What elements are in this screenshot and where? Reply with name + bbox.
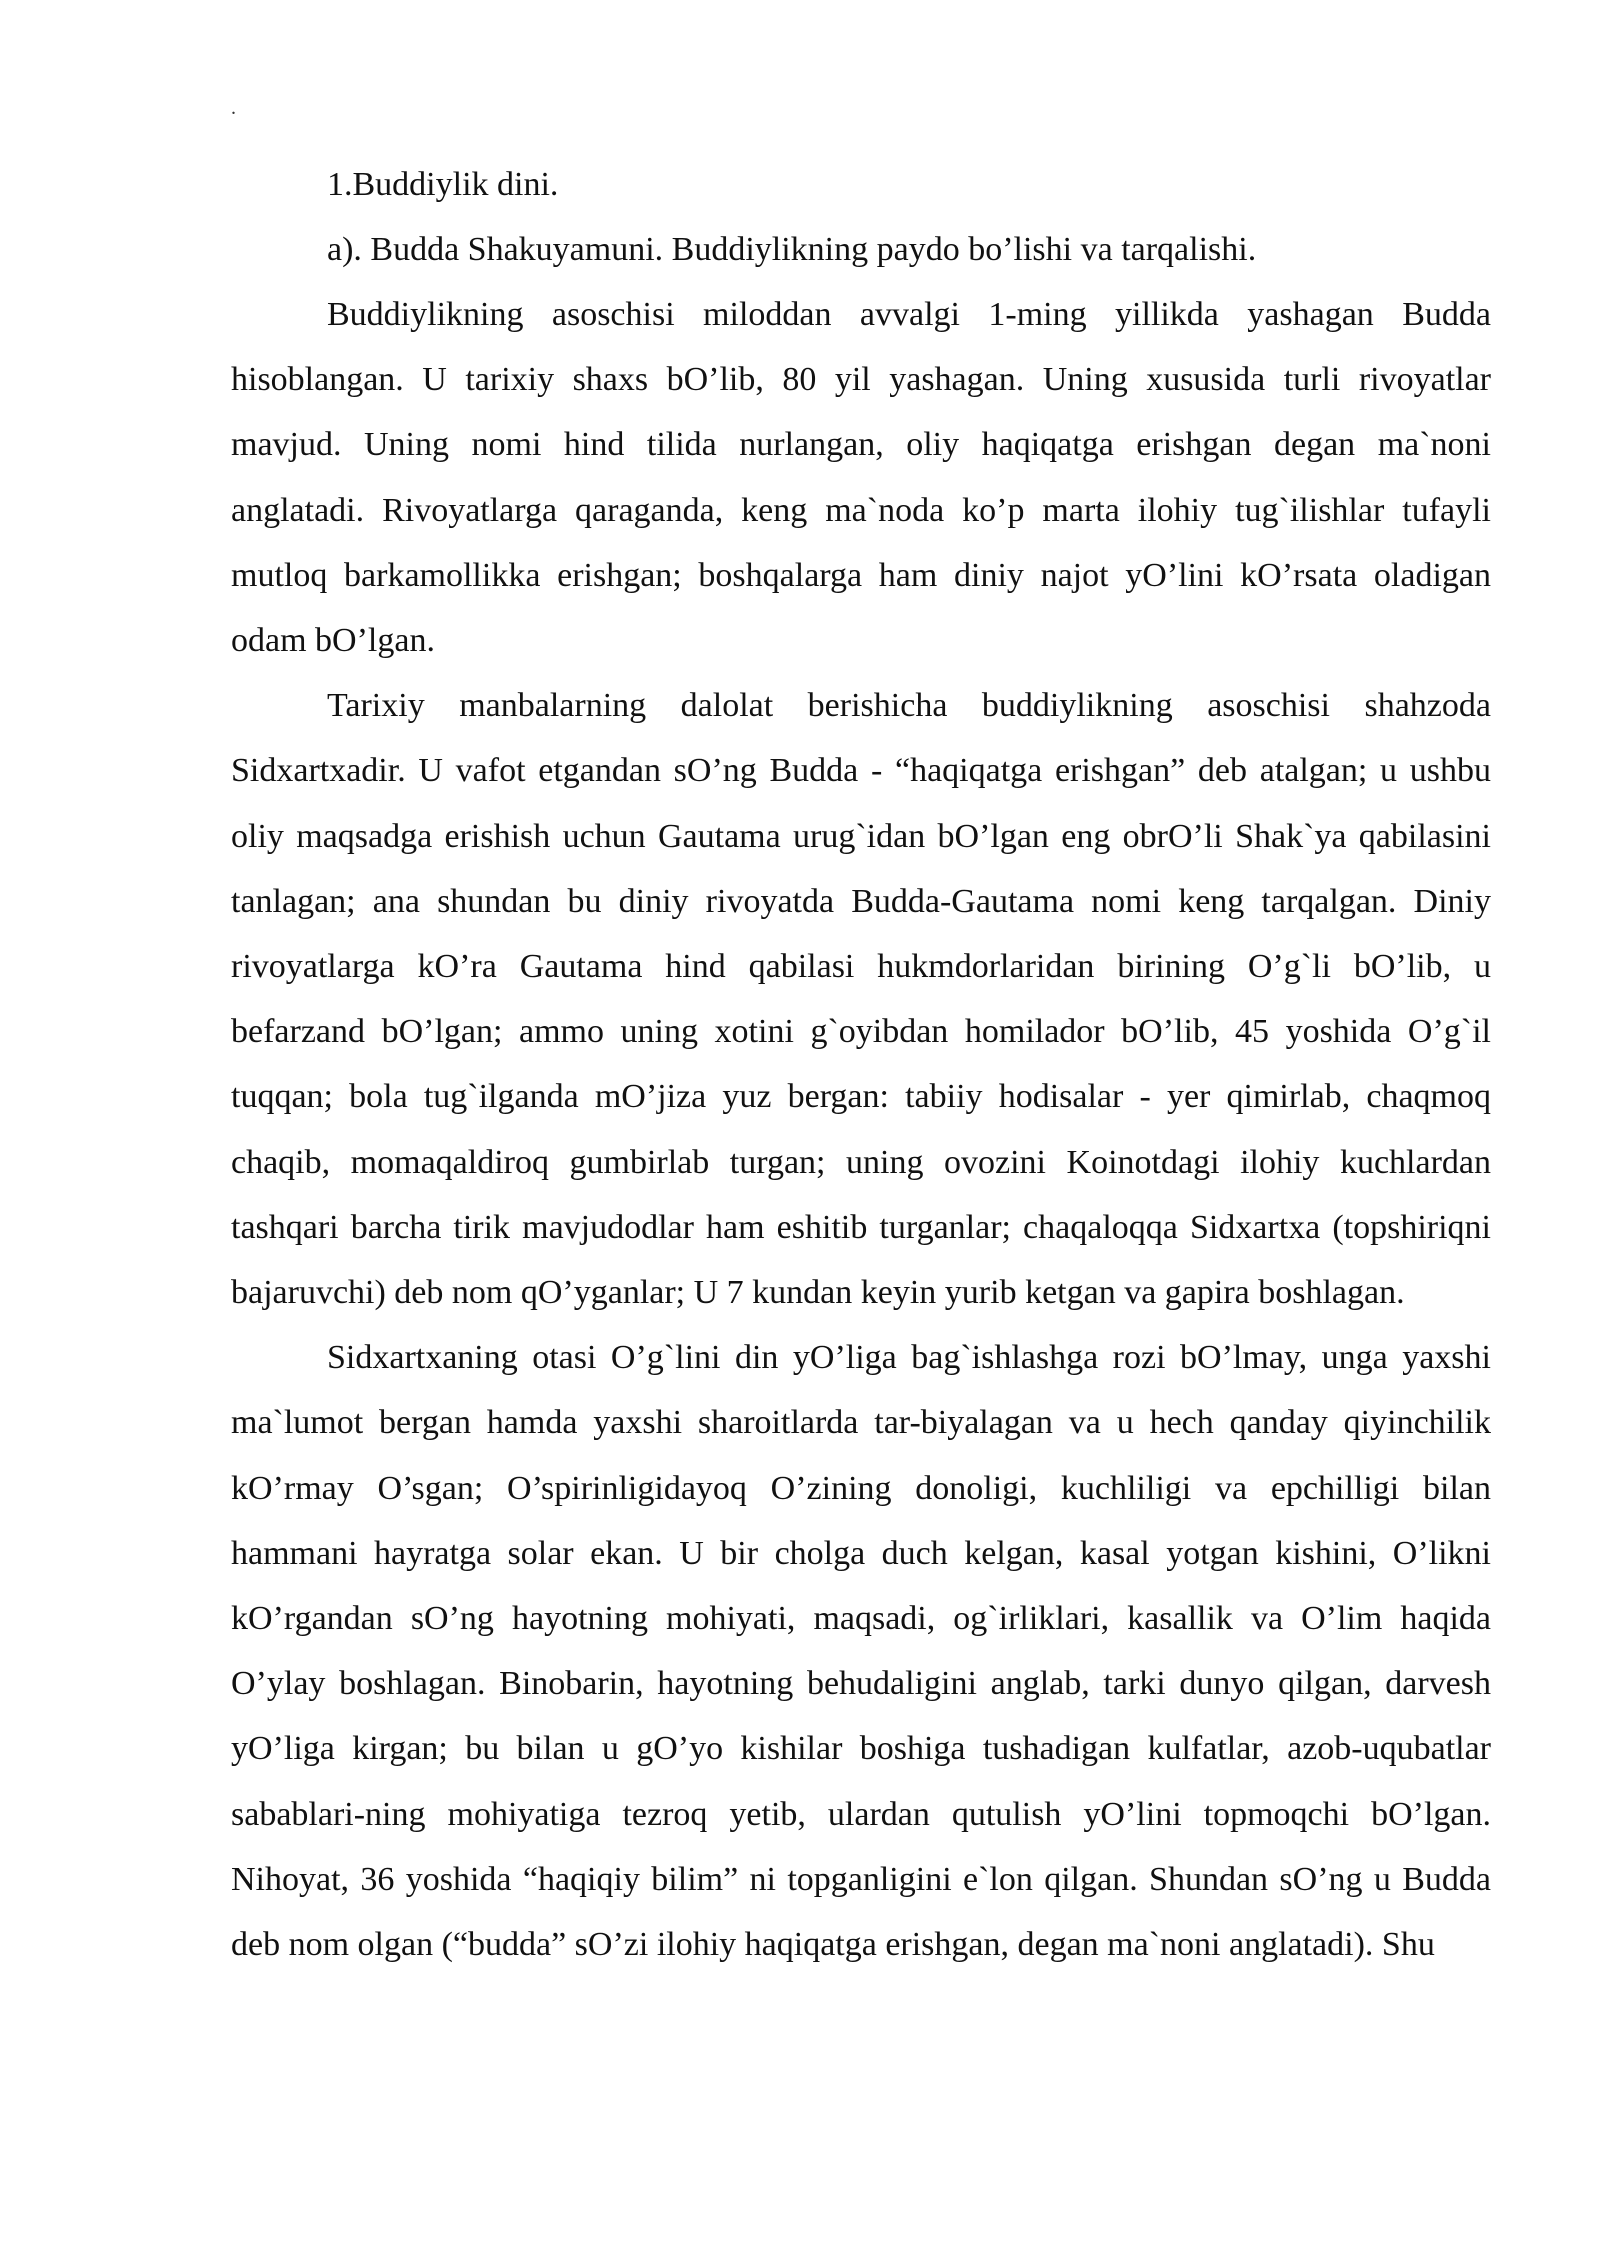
section-heading: 1.Buddiylik dini. [327,166,559,203]
page-marker: . [231,97,236,119]
paragraph: Buddiylikning asoschisi miloddan avvalgi 1-ming yillikda yashagan Budda hisoblangan. U tarixiy shaxs bO’lib, 80 yil yashagan. Uning xususida turli rivoyatlar mavjud. Uning nomi hind tilida nurlangan, oliy haqiqatga erishgan degan ma`noni anglatadi. Rivoyatlarga qaraganda, keng ma`noda ko’p marta ilohiy tug`ilishlar tufayli mutloq barkamollikka erishgan; boshqalarga ham diniy najot yO’lini kO’rsata oladigan odam bO’lgan. [231,296,1491,660]
paragraph: Tarixiy manbalarning dalolat berishicha buddiylikning asoschisi shahzoda Sidxartxadir. U vafot etgandan sO’ng Budda - “haqiqatga erishgan” deb atalgan; u ushbu oliy maqsadga erishish uchun Gautama urug`idan bO’lgan eng obrO’li Shak`ya qabilasini tanlagan; ana shundan bu diniy rivoyatda Budda-Gautama nomi keng tarqalgan. Diniy rivoyatlarga kO’ra Gautama hind qabilasi hukmdorlaridan birining O’g`li bO’lib, u befarzand bO’lgan; ammo uning xotini g`oyibdan homilador bO’lib, 45 yoshida O’g`il tuqqan; bola tug`ilganda mO’jiza yuz bergan: tabiiy hodisalar - yer qimirlab, chaqmoq chaqib, momaqaldiroq gumbirlab turgan; uning ovozini Koinotdagi ilohiy kuchlardan tashqari barcha tirik mavjudodlar ham eshitib turganlar; chaqaloqqa Sidxartxa (topshiriqni bajaruvchi) deb nom qO’yganlar; U 7 kundan keyin yurib ketgan va gapira boshlagan. [231,687,1491,1312]
paragraph: Sidxartxaning otasi O’g`lini din yO’liga bag`ishlashga rozi bO’lmay, unga yaxshi ma`lumot bergan hamda yaxshi sharoitlarda tar-biyalagan va u hech qanday qiyinchilik kO’rmay O’sgan; O’spirinligidayoq O’zining donoligi, kuchliligi va epchilligi bilan hammani hayratga solar ekan. U bir cholga duch kelgan, kasal yotgan kishini, O’likni kO’rgandan sO’ng hayotning mohiyati, maqsadi, og`irliklari, kasallik va O’lim haqida O’ylay boshlagan. Binobarin, hayotning behudaligini anglab, tarki dunyo qilgan, darvesh yO’liga kirgan; bu bilan u gO’yo kishilar boshiga tushadigan kulfatlar, azob-uqubatlar sabablari-ning mohiyatiga tezroq yetib, ulardan qutulish yO’lini topmoqchi bO’lgan. Nihoyat, 36 yoshida “haqiqiy bilim” ni topganligini e`lon qilgan. Shundan sO’ng u Budda deb nom olgan (“budda” sO’zi ilohiy haqiqatga erishgan, degan ma`noni anglatadi). Shu [231,1339,1491,1964]
document-body [231,152,1491,1977]
subsection-heading: a). Budda Shakuyamuni. Buddiylikning paydo bo’lishi va tarqalishi. [327,231,1257,268]
